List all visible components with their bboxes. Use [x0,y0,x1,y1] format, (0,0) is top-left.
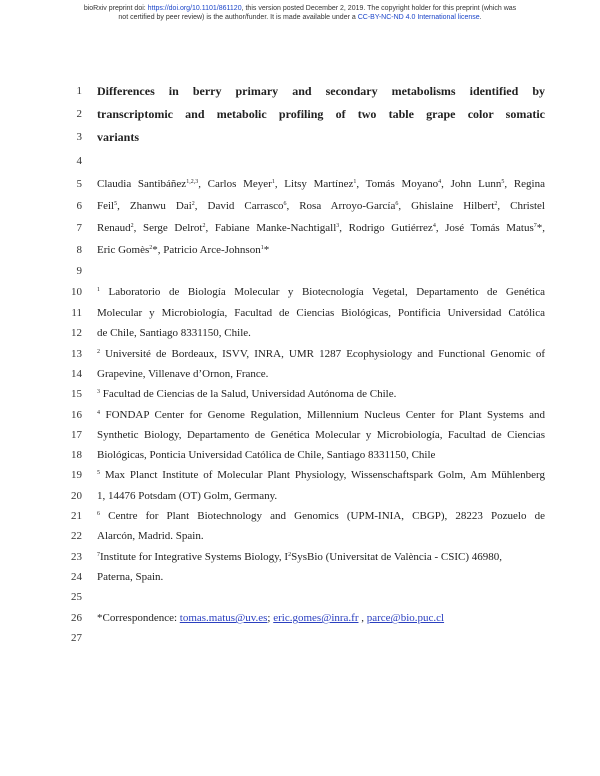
affiliation-6-line: Alarcón, Madrid. Spain. [97,530,204,542]
preprint-doi-prefix: bioRxiv preprint doi: [83,5,148,12]
affiliation-4-line: Synthetic Biology, Departamento de Genética Molecular y Microbiología, Facultad de Ciencias [97,429,545,441]
line-number: 5 [76,178,82,190]
line-number: 27 [71,632,82,644]
line-number: 11 [71,307,82,319]
preprint-notice [0,5,600,22]
affiliation-5-line: 1, 14476 Potsdam (OT) Golm, Germany. [97,490,278,502]
line-number: 15 [71,388,82,400]
license-link[interactable]: CC-BY-NC-ND 4.0 International license [357,13,480,21]
line-number: 7 [76,222,82,234]
line-number: 2 [76,108,82,120]
line-number: 22 [71,530,82,542]
paper-title-line: variants [97,130,139,144]
line-number: 21 [71,510,82,522]
affiliation-4-line: $^4$ FONDAP Center for Genome Regulation, Millennium Nucleus Center for Plant Systems and [97,409,545,421]
author-list-line: Renaud$^2$, Serge Delrot$^2$, Fabiane Manke-Nachtigall$^3$, Rodrigo Gutiérrez$^4$, José Tomás Matus$^7$*, [97,222,545,234]
line-number: 23 [71,551,82,563]
line-number: 18 [71,449,82,461]
email-link-arce[interactable]: parce@bio.puc.cl [366,612,445,624]
line-number: 12 [71,327,82,339]
line-number: 24 [71,571,82,583]
line-number: 16 [71,409,82,421]
affiliation-5-line: $^5$ Max Planct Institute of Molecular Plant Physiology, Wissenschaftspark Golm, Am Mühlenberg [97,469,545,481]
line-number: 3 [76,131,82,143]
line-number: 25 [71,591,82,603]
author-list-line: Claudia Santibáñez$^{1,2,3}$, Carlos Meyer$^1$, Litsy Martínez$^1$, Tomás Moyano$^4$, John Lunn$^5$, Regina [97,178,545,190]
paper-title-line: transcriptomic and metabolic profiling of two table grape color somatic [97,107,545,121]
affiliation-2-line: Grapevine, Villenave d’Ornon, France. [97,368,269,380]
line-number: 10 [71,286,82,298]
preprint-notice-text1: , this version posted December 2, 2019. The copyright holder for this preprint (which was [241,5,517,12]
line-number: 8 [76,244,82,256]
line-number: 14 [71,368,82,380]
email-link-gomes[interactable]: eric.gomes@inra.fr [273,612,359,624]
affiliation-4-line: Biológicas, Ponticia Universidad Católica de Chile, Santiago 8331150, Chile [97,449,436,461]
correspondence-label: *Correspondence: [97,612,180,624]
affiliation-3-line: $^3$ Facultad de Ciencias de la Salud, Universidad Autónoma de Chile. [97,388,397,400]
email-link-matus[interactable]: tomas.matus@uv.es [179,612,268,624]
line-number: 6 [76,200,82,212]
affiliation-1-line: Molecular y Microbiología, Facultad de Ciencias Biológicas, Pontificia Universidad Católica [97,307,545,319]
preprint-notice-line2 [0,14,600,23]
correspondence-line: *Correspondence: tomas.matus@uv.es; eric.gomes@inra.fr , parce@bio.puc.cl [97,612,445,624]
author-list-line: Eric Gomès$^2$*, Patricio Arce-Johnson$^1$* [97,244,270,256]
paper-title-line: Differences in berry primary and secondary metabolisms identified by [97,84,545,98]
line-number: 9 [76,265,82,277]
preprint-notice-line1 [0,5,600,14]
line-number: 20 [71,490,82,502]
author-list-line: Feil$^5$, Zhanwu Dai$^2$, David Carrasco$^6$, Rosa Arroyo-García$^6$, Ghislaine Hilbert$^2$, Christel [97,200,545,212]
line-number: 19 [71,469,82,481]
doi-link[interactable]: https://doi.org/10.1101/861120 [147,5,242,12]
affiliation-7-line: Paterna, Spain. [97,571,164,583]
affiliation-7-line: $^7$Institute for Integrative Systems Biology, $I^2SysBio$ (Universitat de València - CSIC) 46980, [97,551,503,563]
affiliation-1-line: de Chile, Santiago 8331150, Chile. [97,327,251,339]
line-number: 4 [76,155,82,167]
affiliation-6-line: $^6$ Centre for Plant Biotechnology and Genomics (UPM-INIA, CBGP), 28223 Pozuelo de [97,510,545,522]
affiliation-2-line: $^2$ Université de Bordeaux, ISVV, INRA, UMR 1287 Ecophysiology and Functional Genomic of [97,348,545,360]
line-number: 17 [71,429,82,441]
preprint-notice-text2: not certified by peer review) is the author/funder. It is made available under a [118,13,358,21]
preprint-notice-period: . [479,13,482,21]
line-number: 13 [71,348,82,360]
line-number: 26 [71,612,82,624]
affiliation-1-line: $^1$ Laboratorio de Biología Molecular y Biotecnología Vegetal, Departamento de Genética [97,286,545,298]
line-number: 1 [76,85,82,97]
